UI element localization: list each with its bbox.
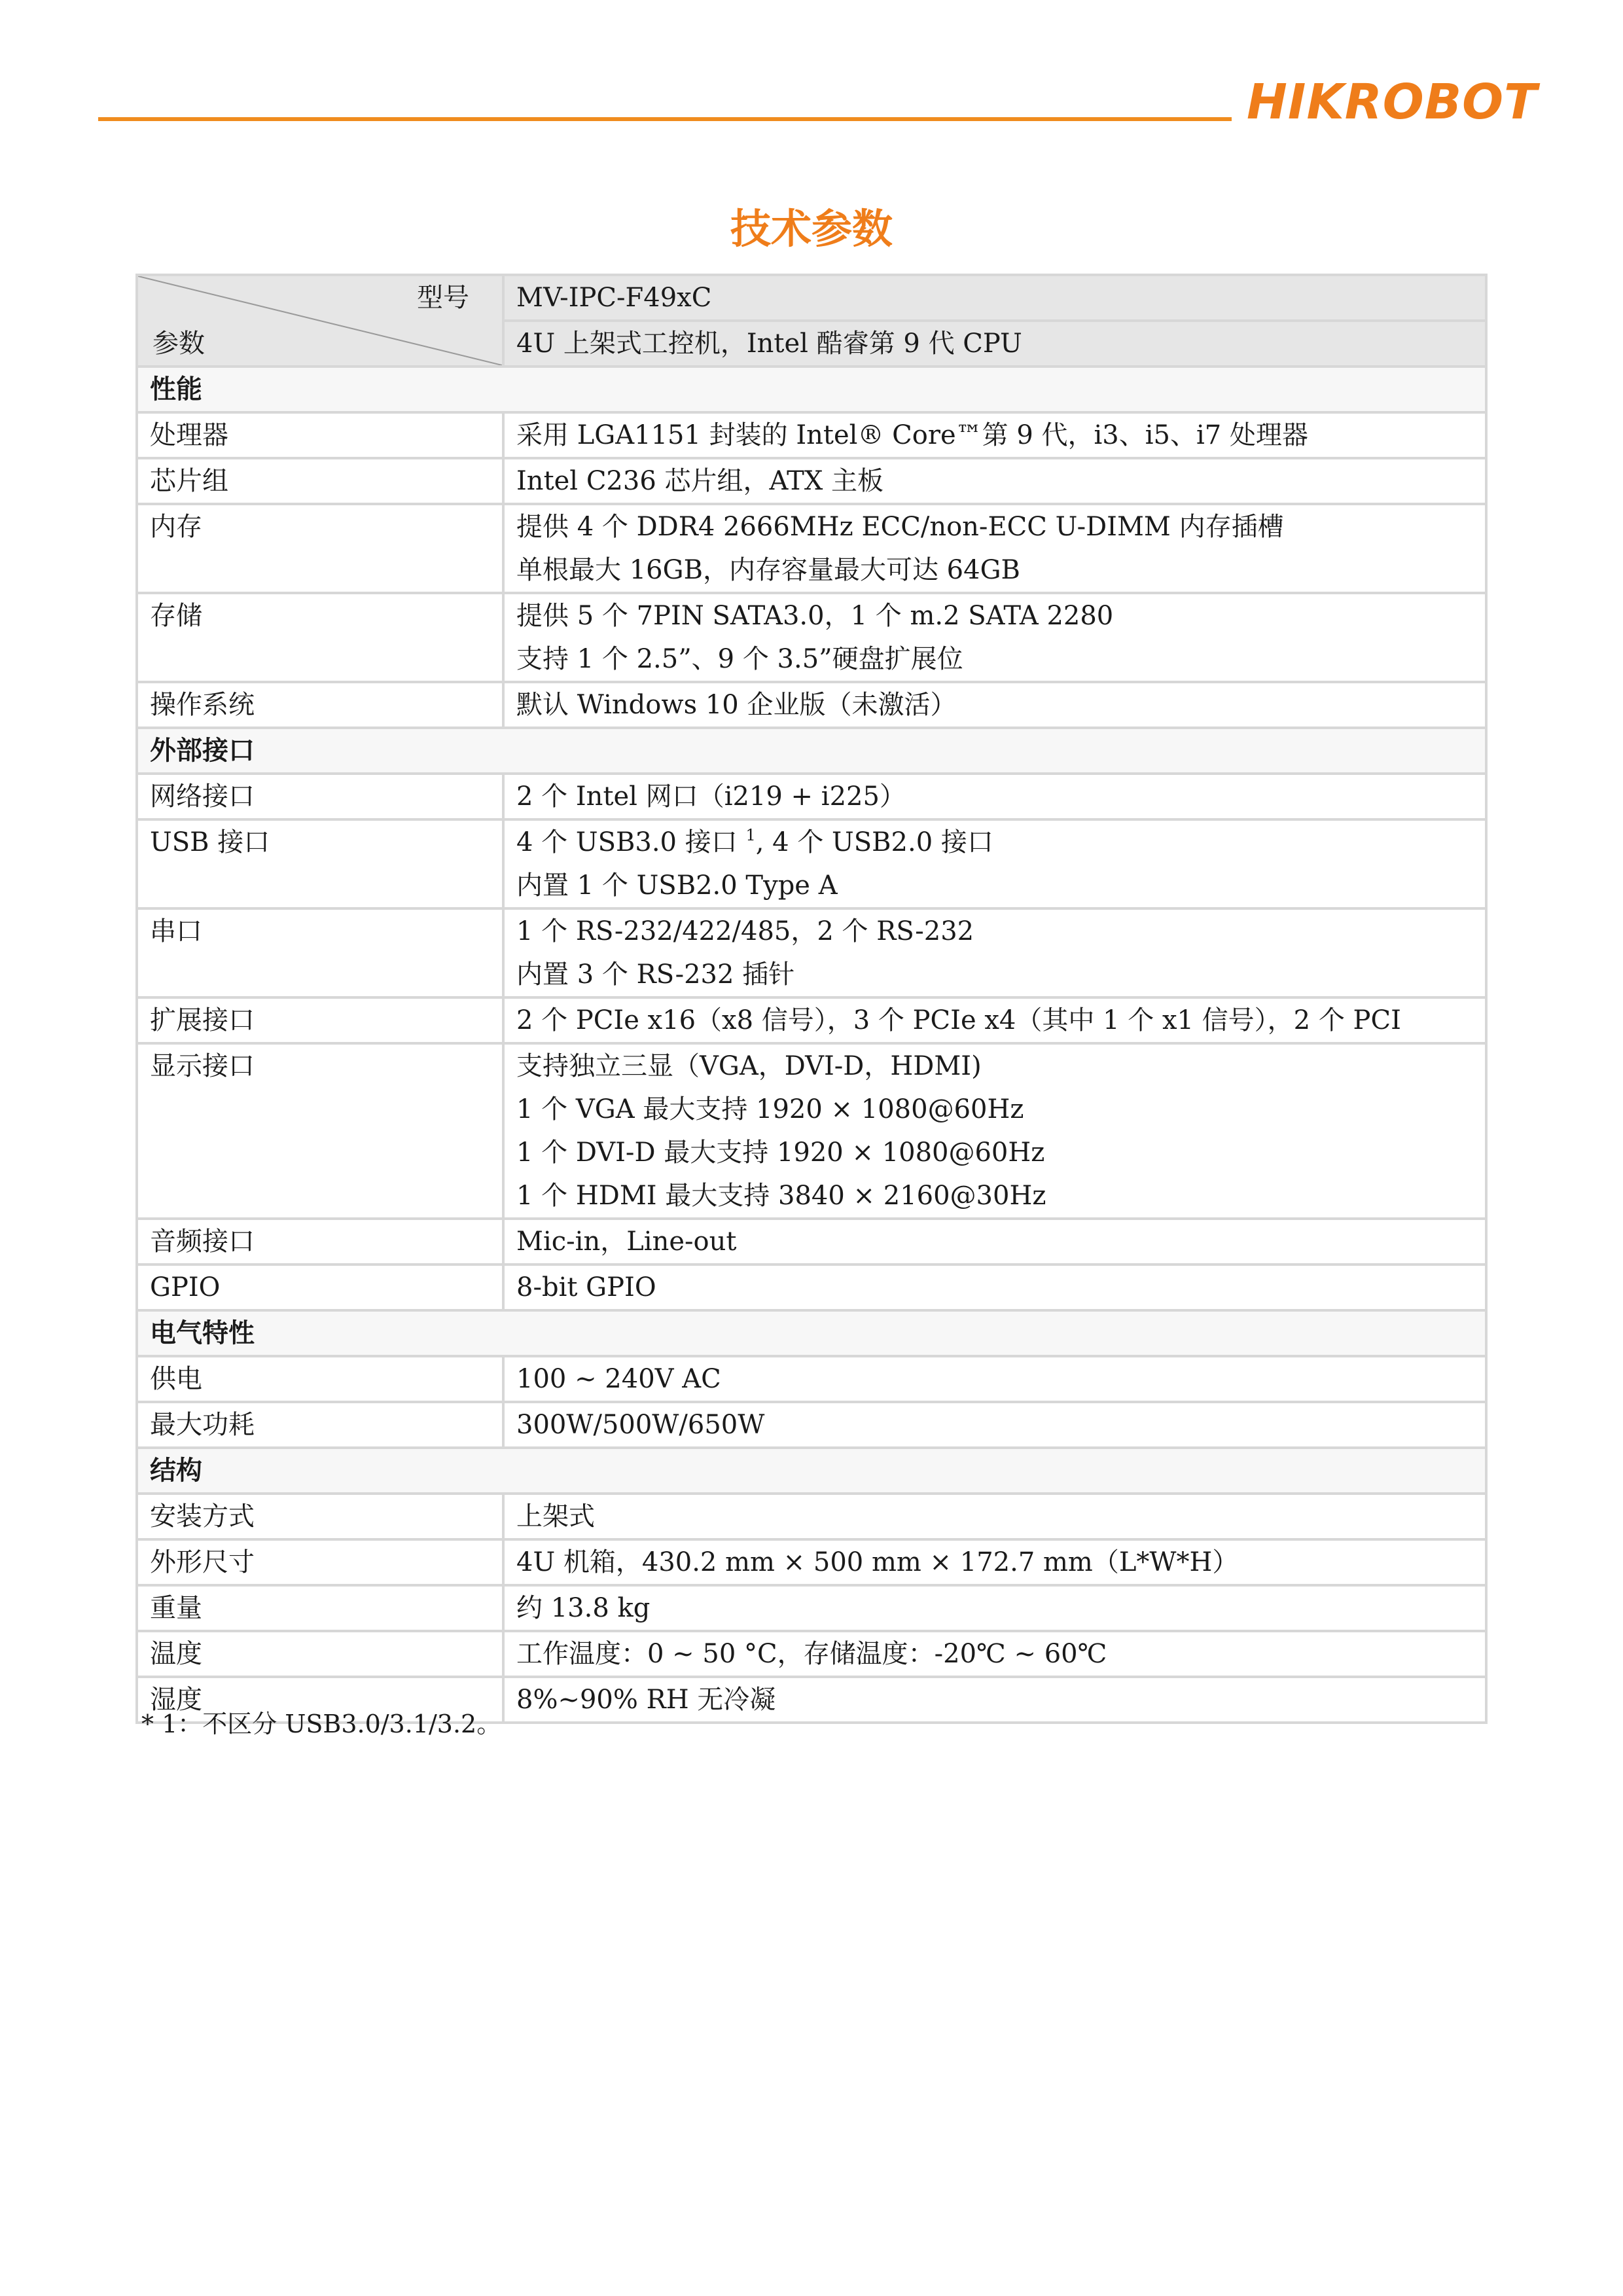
table-row	[137, 997, 1486, 1043]
value-line: 约 13.8 kg	[516, 1593, 651, 1623]
table-row	[137, 1219, 1486, 1265]
table-row	[137, 504, 1486, 593]
row-label: 操作系统	[137, 682, 503, 728]
row-label: 重量	[137, 1585, 503, 1631]
row-value	[503, 1494, 1486, 1539]
corner-label-parameter: 参数	[152, 329, 205, 359]
value-line: 1 个 DVI-D 最大支持 1920 × 1080@60Hz	[516, 1138, 1045, 1168]
table-header-row	[137, 275, 1486, 321]
row-value	[503, 504, 1486, 593]
model-name: MV-IPC-F49xC	[503, 275, 1486, 321]
model-description: 4U 上架式工控机，Intel 酷睿第 9 代 CPU	[503, 321, 1486, 367]
value-line: 默认 Windows 10 企业版（未激活）	[516, 690, 957, 720]
row-label: 音频接口	[137, 1219, 503, 1265]
row-value	[503, 1265, 1486, 1310]
table-row	[137, 1265, 1486, 1310]
table-row	[137, 908, 1486, 997]
value-line: 提供 4 个 DDR4 2666MHz ECC/non-ECC U-DIMM 内存插槽	[516, 512, 1284, 542]
value-line: 4U 机箱，430.2 mm × 500 mm × 172.7 mm（L*W*H）	[516, 1547, 1239, 1577]
value-text: 4 个 USB3.0 接口	[516, 827, 746, 857]
row-label: 芯片组	[137, 458, 503, 504]
row-label: 安装方式	[137, 1494, 503, 1539]
table-row	[137, 1043, 1486, 1219]
value-line: 1 个 HDMI 最大支持 3840 × 2160@30Hz	[516, 1181, 1046, 1211]
value-text: , 4 个 USB2.0 接口	[755, 827, 993, 857]
section-row	[137, 1310, 1486, 1356]
value-line: 8-bit GPIO	[516, 1272, 656, 1302]
footnote-marker: 1	[745, 826, 756, 844]
row-value	[503, 1539, 1486, 1585]
row-value	[503, 997, 1486, 1043]
row-value	[503, 1631, 1486, 1677]
brand-logo: HIKROBOT	[1247, 74, 1538, 130]
table-row	[137, 593, 1486, 682]
row-label: 最大功耗	[137, 1402, 503, 1448]
row-label: 串口	[137, 908, 503, 997]
value-line: 单根最大 16GB，内存容量最大可达 64GB	[516, 555, 1020, 585]
row-value	[503, 1677, 1486, 1723]
row-value	[503, 682, 1486, 728]
value-line: Mic-in，Line-out	[516, 1227, 737, 1257]
spec-table-body	[137, 275, 1486, 1723]
corner-cell	[137, 275, 503, 367]
row-value	[503, 774, 1486, 819]
row-label: 扩展接口	[137, 997, 503, 1043]
value-line: 1 个 VGA 最大支持 1920 × 1080@60Hz	[516, 1094, 1024, 1124]
table-row	[137, 1539, 1486, 1585]
row-label: 温度	[137, 1631, 503, 1677]
row-label: 外形尺寸	[137, 1539, 503, 1585]
section-heading: 结构	[137, 1448, 1486, 1494]
value-line: 提供 5 个 7PIN SATA3.0，1 个 m.2 SATA 2280	[516, 601, 1114, 631]
value-line: 8%~90% RH 无冷凝	[516, 1685, 776, 1715]
table-row	[137, 1494, 1486, 1539]
table-row	[137, 1402, 1486, 1448]
row-value	[503, 412, 1486, 458]
row-value	[503, 908, 1486, 997]
row-value	[503, 1585, 1486, 1631]
footnote: * 1：不区分 USB3.0/3.1/3.2。	[141, 1710, 502, 1738]
value-line: 1 个 RS-232/422/485，2 个 RS-232	[516, 916, 974, 946]
value-line: 2 个 PCIe x16（x8 信号），3 个 PCIe x4（其中 1 个 x1 信号），2 个 PCI	[516, 1005, 1401, 1035]
section-heading: 性能	[137, 367, 1486, 412]
row-value	[503, 1219, 1486, 1265]
table-row	[137, 412, 1486, 458]
value-line: 采用 LGA1151 封装的 Intel® Core™第 9 代，i3、i5、i7 处理器	[516, 420, 1308, 450]
value-line: 支持 1 个 2.5”、9 个 3.5”硬盘扩展位	[516, 644, 963, 674]
row-value	[503, 1356, 1486, 1402]
value-line: Intel C236 芯片组，ATX 主板	[516, 466, 884, 496]
table-row	[137, 1585, 1486, 1631]
table-row	[137, 1631, 1486, 1677]
row-label: 显示接口	[137, 1043, 503, 1219]
section-heading: 外部接口	[137, 728, 1486, 774]
section-row	[137, 367, 1486, 412]
row-label: 供电	[137, 1356, 503, 1402]
row-value	[503, 1402, 1486, 1448]
value-line: 300W/500W/650W	[516, 1410, 765, 1440]
table-row	[137, 1356, 1486, 1402]
value-line: 内置 1 个 USB2.0 Type A	[516, 870, 838, 901]
row-value	[503, 593, 1486, 682]
corner-label-model: 型号	[417, 283, 469, 313]
table-row	[137, 682, 1486, 728]
table-row	[137, 458, 1486, 504]
table-row	[137, 819, 1486, 908]
row-label: 存储	[137, 593, 503, 682]
value-line: 工作温度：0 ~ 50 °C，存储温度：-20℃ ~ 60℃	[516, 1639, 1107, 1669]
row-label: USB 接口	[137, 819, 503, 908]
value-line: 上架式	[516, 1501, 595, 1532]
value-line: 2 个 Intel 网口（i219 + i225）	[516, 781, 906, 812]
row-value	[503, 819, 1486, 908]
value-line: 100 ~ 240V AC	[516, 1364, 721, 1394]
row-value	[503, 458, 1486, 504]
section-row	[137, 728, 1486, 774]
row-value	[503, 1043, 1486, 1219]
header-rule	[98, 117, 1232, 121]
row-label: 湿度	[137, 1677, 503, 1723]
row-label: 网络接口	[137, 774, 503, 819]
section-row	[137, 1448, 1486, 1494]
value-line: 内置 3 个 RS-232 插针	[516, 960, 795, 990]
row-label: 处理器	[137, 412, 503, 458]
spec-table	[135, 274, 1488, 1724]
row-label: 内存	[137, 504, 503, 593]
row-label: GPIO	[137, 1265, 503, 1310]
section-heading: 电气特性	[137, 1310, 1486, 1356]
table-row	[137, 774, 1486, 819]
value-line: 支持独立三显（VGA，DVI-D，HDMI)	[516, 1051, 982, 1081]
page-title: 技术参数	[730, 205, 893, 253]
value-line	[516, 821, 1473, 864]
